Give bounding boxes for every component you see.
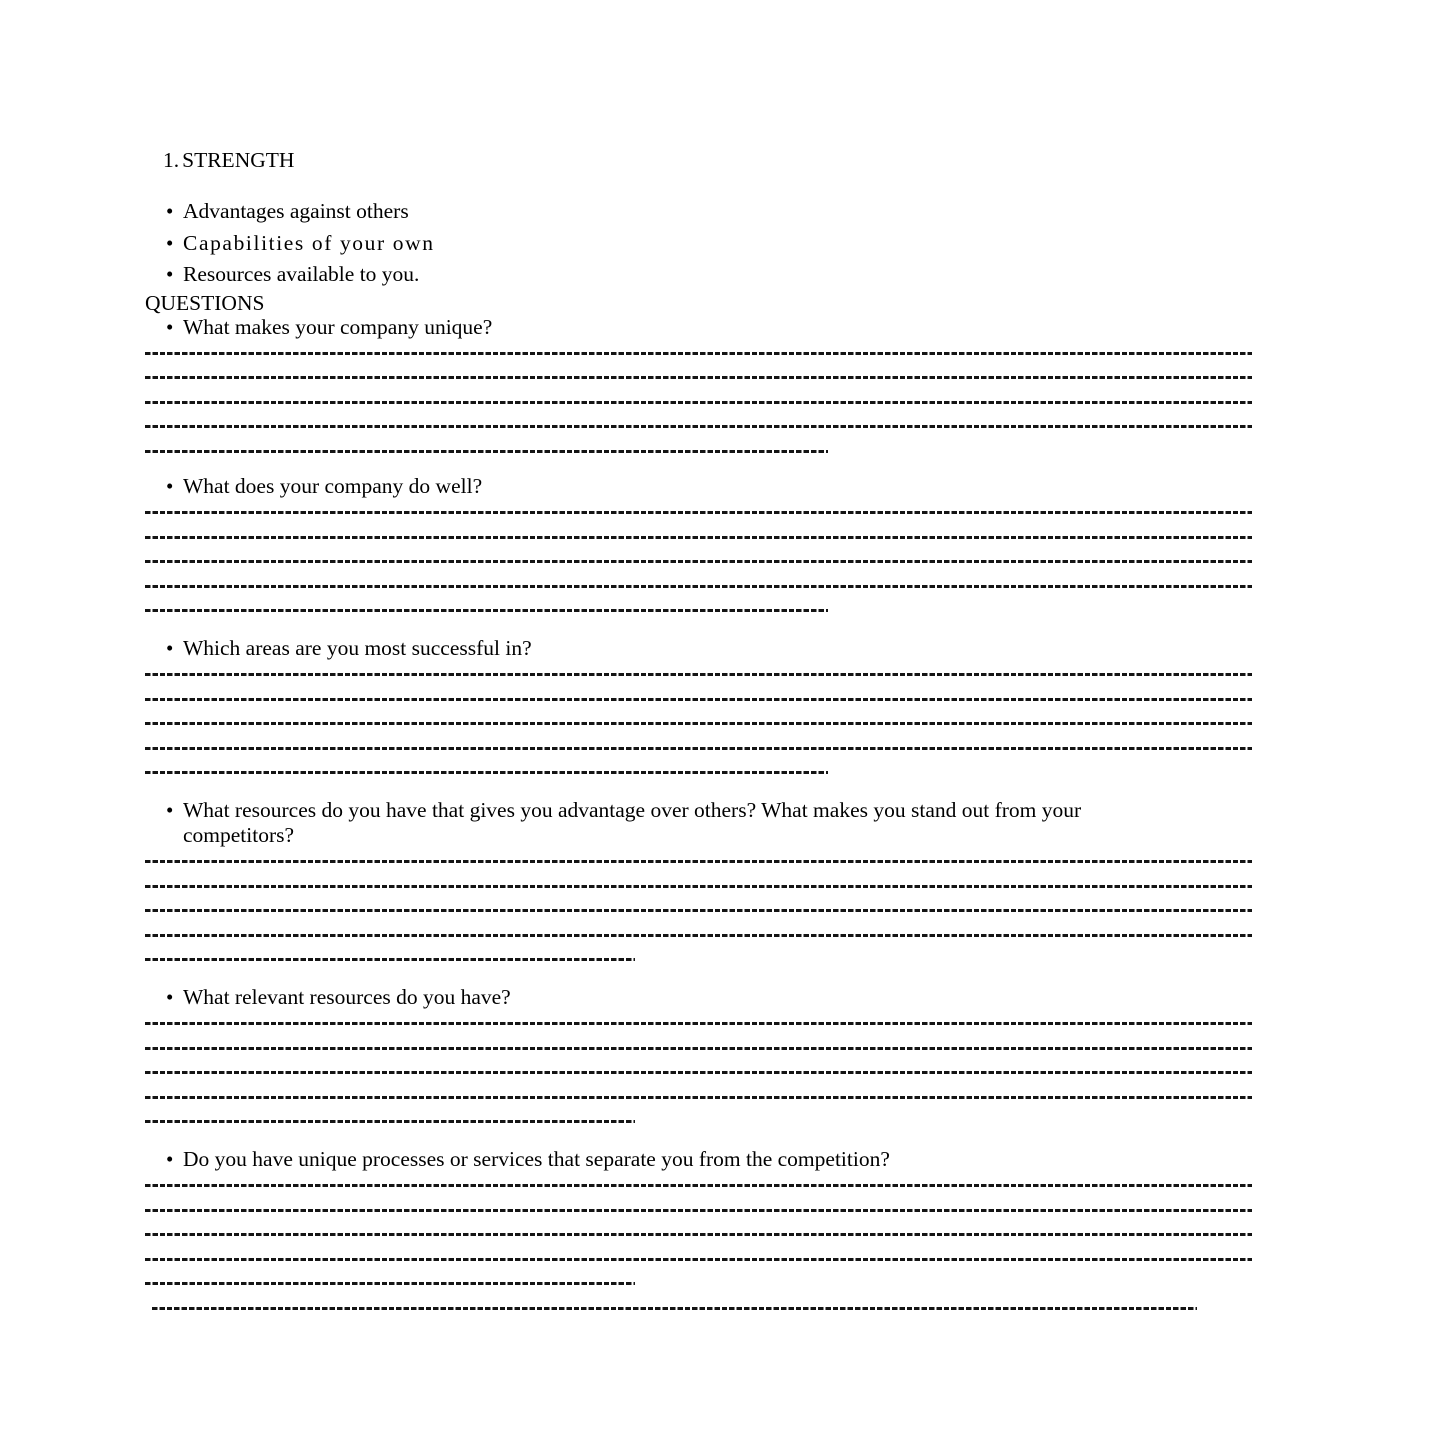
answer-line [145,609,828,612]
answer-line [145,909,1252,912]
question-text: What makes your company unique? [183,314,493,339]
answer-line [145,1071,1252,1074]
question-text: What does your company do well? [183,474,483,498]
intro-bullet-item [145,228,1252,260]
bullet-icon: • [166,230,175,255]
intro-bullet-text: Capabilities of your own [183,230,435,255]
answer-lines [145,1010,1252,1123]
question-row [145,315,1252,340]
answer-line [145,536,1252,539]
answer-lines [145,499,1252,612]
answer-line [145,1258,1252,1261]
answer-line [145,401,1252,404]
bullet-icon: • [166,1147,174,1171]
bullet-icon: • [166,985,174,1009]
answer-line [145,376,1252,379]
section-heading [163,148,1252,172]
bullet-icon: • [166,798,174,822]
question-row [145,1147,1252,1172]
section-title: STRENGTH [182,148,295,172]
intro-bullet-list [145,196,1252,291]
answer-line [145,1233,1252,1236]
answer-lines [145,661,1252,774]
answer-line [145,1184,1252,1187]
answer-line [145,698,1252,701]
answer-line [145,1047,1252,1050]
document-page [145,0,1252,1310]
answer-line [145,958,635,961]
bullet-icon: • [166,314,174,339]
answer-lines [145,848,1252,961]
answer-lines [145,340,1252,453]
question-block [145,636,1252,774]
answer-line [145,585,1252,588]
question-text: What relevant resources do you have? [183,985,511,1009]
answer-line [145,352,1252,355]
questions-list [145,315,1252,1286]
question-text: Do you have unique processes or services that separate you from the competition? [183,1147,890,1171]
bullet-icon: • [166,474,174,498]
question-text: What resources do you have that gives you advantage over others? What makes you stand out from your competitors? [183,798,1082,847]
bullet-icon: • [166,199,174,223]
answer-line [145,560,1252,563]
answer-line [145,771,828,774]
question-row [145,798,1252,848]
answer-line [145,1209,1252,1212]
question-block [145,798,1252,961]
answer-line [145,511,1252,514]
bullet-icon: • [166,636,174,660]
question-block [145,985,1252,1123]
answer-line [145,1022,1252,1025]
question-row [145,985,1252,1010]
answer-line [145,450,828,453]
intro-bullet-text: Advantages against others [183,199,409,223]
question-block [145,1147,1252,1285]
answer-line [145,1096,1252,1099]
answer-line [145,1282,635,1285]
intro-bullet-text: Resources available to you. [183,262,420,286]
answer-line [145,885,1252,888]
answer-line [145,860,1252,863]
intro-bullet-item [145,259,1252,291]
answer-lines [145,1172,1252,1285]
question-row [145,636,1252,661]
bullet-icon: • [166,262,174,286]
question-row [145,474,1252,499]
answer-line [145,1120,635,1123]
section-number: 1. [163,148,180,172]
intro-bullet-item [145,196,1252,228]
answer-line [145,747,1252,750]
question-block [145,315,1252,453]
question-block [145,474,1252,612]
answer-line [145,673,1252,676]
trailing-answer-line [152,1307,1197,1310]
answer-line [145,934,1252,937]
questions-label: QUESTIONS [145,290,265,315]
answer-line [145,722,1252,725]
question-text: Which areas are you most successful in? [183,636,532,660]
answer-line [145,425,1252,428]
